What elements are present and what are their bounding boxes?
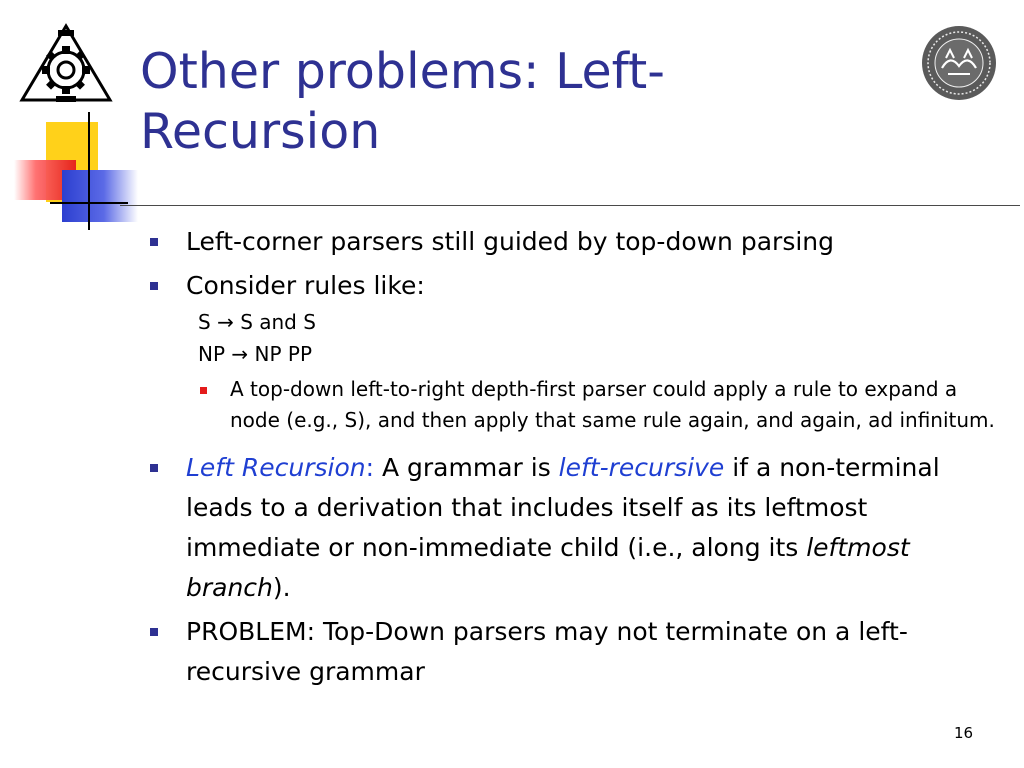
grammar-rule <box>150 338 1000 370</box>
arrow-icon: → <box>231 342 249 366</box>
bullet-marker <box>150 238 158 246</box>
title-divider <box>120 205 1020 206</box>
bullet-marker <box>150 464 158 472</box>
bullet-text: Left-corner parsers still guided by top-down parsing <box>186 227 834 256</box>
arrow-icon: → <box>217 310 234 334</box>
rule-lhs: S <box>198 310 211 334</box>
bullet-marker <box>150 282 158 290</box>
bullet-text: A grammar is <box>374 453 559 482</box>
bullet-text: PROBLEM: Top-Down parsers may not terminate on a left-recursive grammar <box>186 617 908 686</box>
page-number: 16 <box>954 724 974 742</box>
bullet-list <box>150 222 1000 692</box>
university-seal-icon <box>920 24 998 102</box>
term-leftmost-branch: leftmost branch <box>186 533 910 602</box>
term-left-recursive: left-recursive <box>558 453 725 482</box>
gear-emblem-icon <box>18 22 114 104</box>
term-left-recursion: Left Recursion <box>186 453 366 482</box>
sub-bullet-text: A top-down left-to-right depth-first parser could apply a rule to expand a node (e.g., S), and then apply that same rule again, and again, ad infinitum. <box>230 377 995 432</box>
bullet-item <box>150 612 1000 692</box>
decor-vertical-line <box>88 112 90 230</box>
bullet-text: ). <box>272 573 291 602</box>
sub-bullet-item <box>150 374 1000 436</box>
grammar-rule <box>150 306 1000 338</box>
bullet-marker <box>150 628 158 636</box>
decor-blue-block <box>62 170 138 222</box>
bullet-item <box>150 266 1000 306</box>
bullet-item <box>150 448 1000 608</box>
slide-title: Other problems: Left-Recursion <box>140 43 665 160</box>
rule-lhs: NP <box>198 342 226 366</box>
term-colon: : <box>365 453 375 482</box>
bullet-item <box>150 222 1000 262</box>
decor-horizontal-line <box>50 202 128 204</box>
bullet-text: if a non-terminal leads to a derivation that includes itself as its leftmost immediate or non-immediate child (i.e., along its <box>186 453 948 562</box>
rule-rhs: S and S <box>240 310 316 334</box>
bullet-text: Consider rules like: <box>186 271 425 300</box>
rule-rhs: NP PP <box>254 342 313 366</box>
sub-bullet-marker <box>200 387 207 394</box>
